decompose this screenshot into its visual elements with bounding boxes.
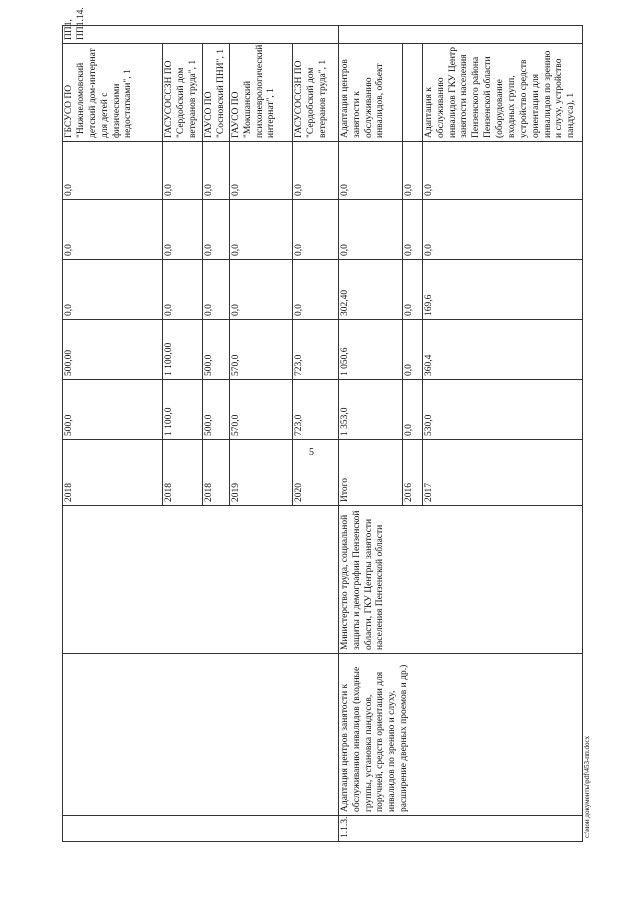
cell-local: 0,0 [338, 200, 402, 260]
cell-other: 0,0 [203, 142, 230, 200]
cell-local: 0,0 [292, 200, 338, 260]
cell-name: Адаптация центров занятости к обслуживанию инвалидов (входные группы, установка пандусов, поручней, средств ориентации для инвалидов по зрению и слуху, расширение дверных проемов и др.) [338, 654, 582, 816]
cell-year: 2018 [163, 440, 203, 506]
cell-local: 0,0 [63, 200, 163, 260]
cell-total: 1 100,0 [163, 380, 203, 440]
cell-local: 0,0 [229, 200, 292, 260]
cell-name-empty [63, 654, 339, 816]
page-number: 5 [309, 447, 314, 458]
cell-object: ГАУСО ПО "Сосновский ПНИ", 1 [203, 44, 230, 142]
cell-executor: Министерство труда, социальной защиты и демографии Пензенской области, ГКУ Центры занятости населения Пензенской области [338, 506, 582, 654]
program-table [62, 7, 583, 842]
cell-other: 0,0 [292, 142, 338, 200]
cell-other: 0,0 [338, 142, 402, 200]
cell-federal: 0,0 [402, 260, 422, 320]
cell-year: 2016 [402, 440, 422, 506]
cell-federal: 0,0 [63, 260, 163, 320]
cell-object: ГБСУСО ПО "Нижнеломовский детский дом-интернат для детей с физическими недостатками", 1 [63, 44, 163, 142]
table-row [63, 26, 163, 842]
cell-local: 0,0 [402, 200, 422, 260]
cell-regional: 500,00 [63, 320, 163, 380]
cell-regional: 500,0 [203, 320, 230, 380]
cell-federal: 169,6 [422, 260, 582, 320]
cell-local: 0,0 [422, 200, 582, 260]
cell-num: 1.1.3. [338, 816, 582, 842]
cell-federal: 0,0 [292, 260, 338, 320]
cell-object: Адаптация к обслуживанию инвалидов ГКУ Центр занятости населения Пензенского района Пензенской области (оборудование входных групп, устройство средств ориентации для инвалидов по зрению и слуху, устройство пандуса), 1 [422, 44, 582, 142]
table-row [338, 26, 402, 842]
cell-executor-empty [63, 506, 339, 654]
cell-total: 0,0 [402, 380, 422, 440]
cell-other: 0,0 [163, 142, 203, 200]
cell-total: 530,0 [422, 380, 582, 440]
cell-total: 570,0 [229, 380, 292, 440]
cell-ref-empty [338, 26, 582, 44]
cell-other: 0,0 [63, 142, 163, 200]
cell-year: 2020 [292, 440, 338, 506]
cell-regional: 1 100,00 [163, 320, 203, 380]
cell-object: ГАУСО ПО "Мокшанский психоневрологический интернат", 1 [229, 44, 292, 142]
cell-ref: ПП1, ПП1.14. [63, 26, 339, 44]
cell-regional: 360,4 [422, 320, 582, 380]
rotated-table-container [62, 7, 581, 842]
cell-year: 2019 [229, 440, 292, 506]
cell-year: 2018 [203, 440, 230, 506]
cell-year: 2017 [422, 440, 582, 506]
cell-federal: 302,40 [338, 260, 402, 320]
cell-other: 0,0 [402, 142, 422, 200]
cell-regional: 723,0 [292, 320, 338, 380]
cell-year: Итого [338, 440, 402, 506]
cell-other: 0,0 [422, 142, 582, 200]
cell-object: ГАСУСОССЗН ПО "Сердобский дом ветеранов труда", 1 [292, 44, 338, 142]
cell-federal: 0,0 [229, 260, 292, 320]
cell-local: 0,0 [203, 200, 230, 260]
cell-regional: 0,0 [402, 320, 422, 380]
cell-num-empty [63, 816, 339, 842]
cell-object: Адаптация центров занятости к обслуживанию инвалидов, объект [338, 44, 402, 142]
cell-regional: 1 050,6 [338, 320, 402, 380]
cell-federal: 0,0 [163, 260, 203, 320]
cell-regional: 570,0 [229, 320, 292, 380]
cell-object [402, 44, 422, 142]
cell-year: 2018 [63, 440, 163, 506]
cell-total: 723,0 [292, 380, 338, 440]
cell-other: 0,0 [229, 142, 292, 200]
cell-federal: 0,0 [203, 260, 230, 320]
cell-total: 500,0 [63, 380, 163, 440]
footer-path-text: c:\мои документы\pdf\453-пп.docx [583, 735, 591, 838]
cell-total: 500,0 [203, 380, 230, 440]
cell-local: 0,0 [163, 200, 203, 260]
cell-object: ГАСУСОССЗН ПО "Сердобский дом ветеранов труда", 1 [163, 44, 203, 142]
cell-total: 1 353,0 [338, 380, 402, 440]
